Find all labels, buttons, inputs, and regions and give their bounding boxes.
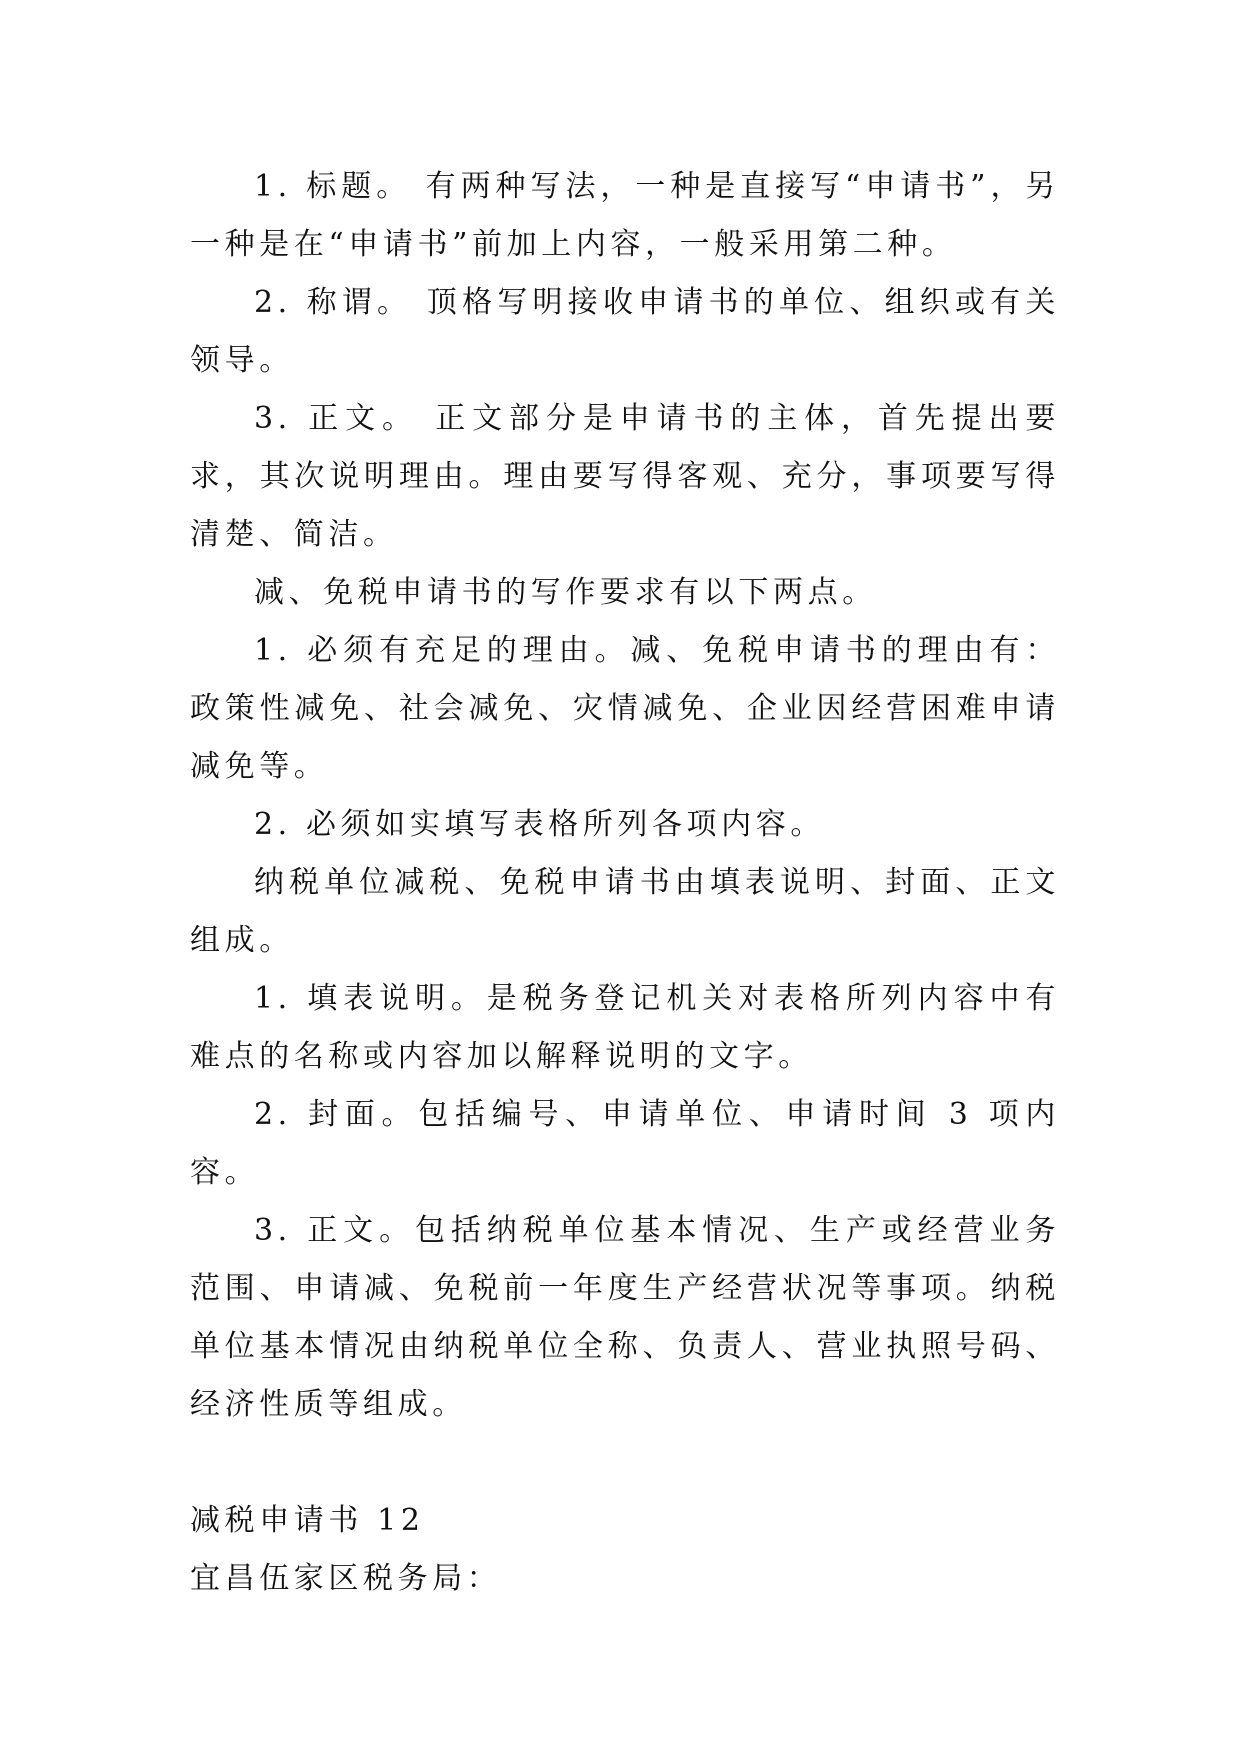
section-heading: 减税申请书 12 [190, 1503, 425, 1538]
paragraph-structure-2: 2. 封面。包括编号、申请单位、申请时间 3 项内容。 [190, 1097, 1060, 1190]
paragraph-requirements-intro: 减、免税申请书的写作要求有以下两点。 [254, 575, 877, 610]
document-page [190, 158, 1060, 1608]
paragraph-structure-1: 1. 填表说明。是税务登记机关对表格所列内容中有难点的名称或内容加以解释说明的文字。 [190, 981, 1060, 1074]
paragraph-structure-intro: 纳税单位减税、免税申请书由填表说明、封面、正文组成。 [190, 865, 1060, 958]
paragraph-requirement-1: 1. 必须有充足的理由。减、免税申请书的理由有：政策性减免、社会减免、灾情减免、企业因经营困难申请减免等。 [190, 633, 1060, 784]
paragraph-requirement-2: 2. 必须如实填写表格所列各项内容。 [254, 807, 825, 842]
addressee-line: 宜昌伍家区税务局： [190, 1561, 502, 1596]
paragraph-structure-3: 3. 正文。包括纳税单位基本情况、生产或经营业务范围、申请减、免税前一年度生产经营状况等事项。纳税单位基本情况由纳税单位全称、负责人、营业执照号码、经济性质等组成。 [190, 1213, 1060, 1422]
paragraph-salutation-rule: 2. 称谓。 顶格写明接收申请书的单位、组织或有关领导。 [190, 285, 1060, 378]
paragraph-title-rule: 1. 标题。 有两种写法，一种是直接写“申请书”，另一种是在“申请书”前加上内容，一般采用第二种。 [190, 169, 1060, 262]
paragraph-body-rule: 3. 正文。 正文部分是申请书的主体，首先提出要求，其次说明理由。理由要写得客观、充分，事项要写得清楚、简洁。 [190, 401, 1060, 552]
section-gap [190, 1434, 1060, 1492]
